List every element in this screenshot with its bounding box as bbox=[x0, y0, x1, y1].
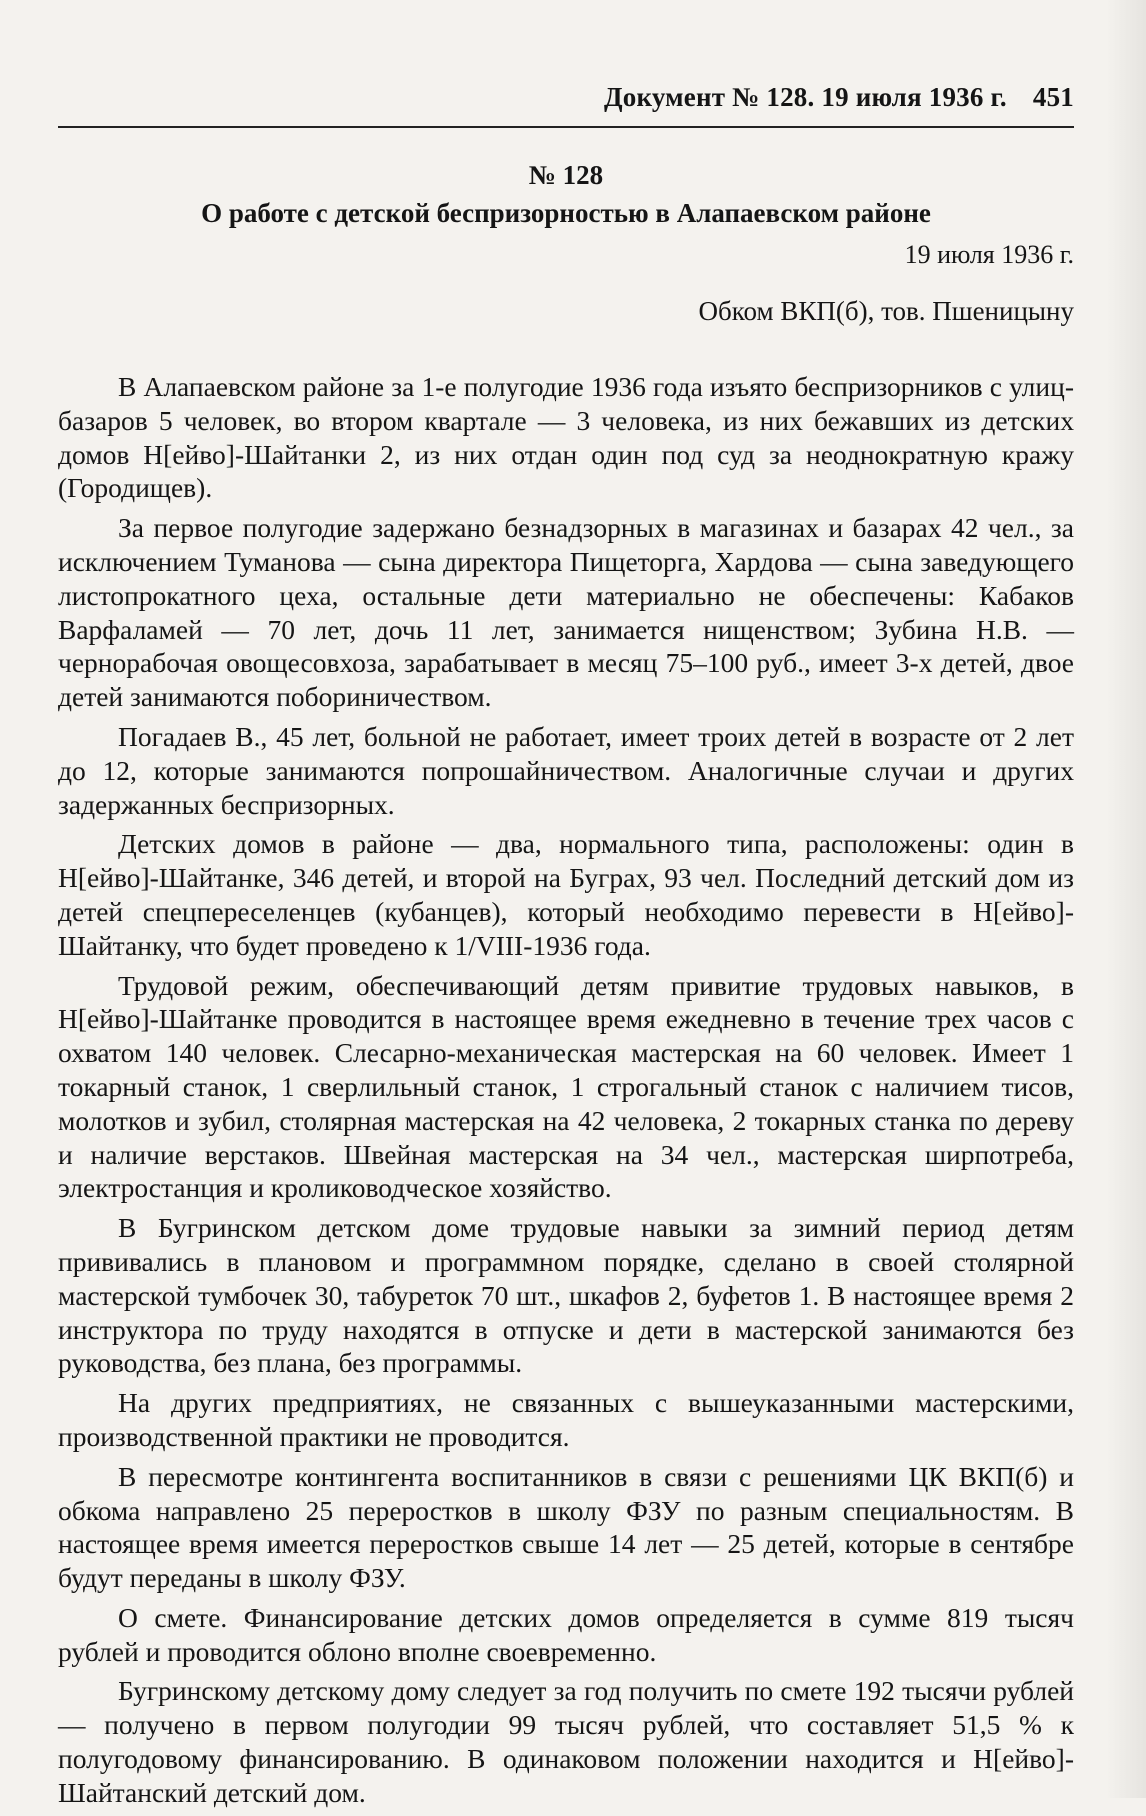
header-rule bbox=[58, 126, 1074, 128]
running-title: Документ № 128. 19 июля 1936 г. bbox=[603, 82, 1007, 112]
document-number: № 128 bbox=[528, 160, 604, 190]
paragraph: В пересмотре контингента воспитанников в связи с решениями ЦК ВКП(б) и обкома направлено 25 переростков в школу ФЗУ по разным специальностям. В настоящее время имеется переростков свыше 14 лет — 25 детей, которые в сентябре будут переданы в школу ФЗУ. bbox=[58, 1460, 1074, 1594]
paragraph: Трудовой режим, обеспечивающий детям привитие трудовых навыков, в Н[ейво]-Шайтанке проводится в настоящее время ежедневно в течение трех часов с охватом 140 человек. Слесарно-механическая мастерская на 60 человек. Имеет 1 токарный станок, 1 сверлильный станок, 1 строгальный станок с наличием тисов, молотков и зубил, столярная мастерская на 42 человека, 2 токарных станка по дереву и наличие верстаков. Швейная мастерская на 34 чел., мастерская ширпотреба, электростанция и кролиководческое хозяйство. bbox=[58, 969, 1074, 1204]
paragraph: Погадаев В., 45 лет, больной не работает, имеет троих детей в возрасте от 2 лет до 12, которые занимаются попрошайничеством. Аналогичные случаи и других задержанных беспризорных. bbox=[58, 720, 1074, 820]
document-title: О работе с детской беспризорностью в Алапаевском районе bbox=[201, 198, 931, 228]
paragraph: За первое полугодие задержано безнадзорных в магазинах и базарах 42 чел., за исключением Туманова — сына директора Пищеторга, Хардова — сына заведующего листопрокатного цеха, остальные дети материально не обеспечены: Кабаков Варфаламей — 70 лет, дочь 11 лет, занимается нищенством; Зубина Н.В. — чернорабочая овощесовхоза, зарабатывает в месяц 75–100 руб., имеет 3-х детей, двое детей занимаются побориничеством. bbox=[58, 512, 1074, 713]
running-header bbox=[58, 82, 1074, 113]
paragraph: В Бугринском детском доме трудовые навыки за зимний период детям прививались в плановом и программном порядке, сделано в своей столярной мастерской тумбочек 30, табуреток 70 шт., шкафов 2, буфетов 1. В настоящее время 2 инструктора по труду находятся в отпуске и дети в мастерской занимаются без руководства, без плана, без программы. bbox=[58, 1212, 1074, 1379]
page-number: 451 bbox=[1032, 82, 1074, 112]
addressee: Обком ВКП(б), тов. Пшеницыну bbox=[698, 296, 1074, 326]
paragraph: О смете. Финансирование детских домов определяется в сумме 819 тысяч рублей и проводится облоно вполне своевременно. bbox=[58, 1601, 1074, 1667]
paragraph: На других предприятиях, не связанных с вышеуказанными мастерскими, производственной практики не проводится. bbox=[58, 1387, 1074, 1452]
facing-page-bleed bbox=[1106, 0, 1146, 1798]
document-date: 19 июля 1936 г. bbox=[904, 240, 1074, 269]
paragraph: Детских домов в районе — два, нормального типа, расположены: один в Н[ейво]-Шайтанке, 346 детей, и второй на Буграх, 93 чел. Последний детский дом из детей спецпереселенцев (кубанцев), который необходимо перевести в Н[ейво]-Шайтанку, что будет проведено к 1/VIII-1936 года. bbox=[58, 828, 1074, 961]
paragraph: Бугринскому детскому дому следует за год получить по смете 192 тысячи рублей — получено в первом полугодии 99 тысяч рублей, что составляет 51,5 % к полугодовому финансированию. В одинаковом положении находится и Н[ейво]-Шайтанский детский дом. bbox=[58, 1675, 1074, 1808]
paragraph: В Алапаевском районе за 1-е полугодие 1936 года изъято беспризорников с улиц-базаров 5 человек, во втором квартале — 3 человека, из них бежавших из детских домов Н[ейво]-Шайтанки 2, из них отдан один под суд за неоднократную кражу (Городищев). bbox=[58, 371, 1074, 504]
document-body bbox=[58, 370, 1074, 1816]
